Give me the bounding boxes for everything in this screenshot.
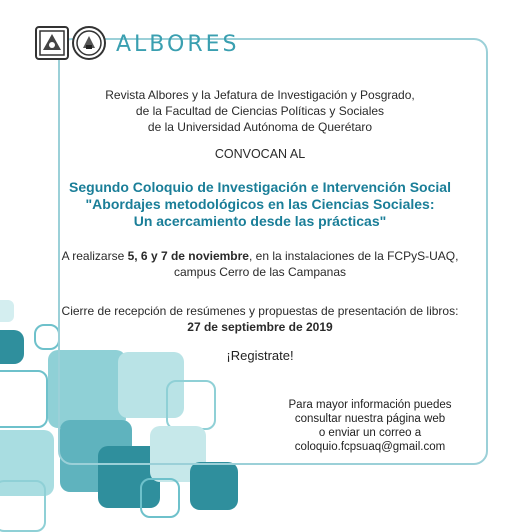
event-title-line: Un acercamiento desde las prácticas": [133, 213, 387, 229]
event-title: [0, 179, 520, 230]
dates-campus: campus Cerro de las Campanas: [173, 265, 347, 279]
info-line: o enviar un correo a: [318, 427, 422, 439]
event-dates: [0, 248, 520, 280]
register-call: ¡Registrate!: [226, 348, 294, 363]
event-title-line: "Abordajes metodológicos en las Ciencias Sociales:: [85, 196, 435, 212]
intro-text: [0, 87, 520, 135]
intro-line: de la Facultad de Ciencias Políticas y Sociales: [135, 104, 385, 118]
convocan-heading: CONVOCAN AL: [214, 147, 306, 161]
event-title-line: Segundo Coloquio de Investigación e Intervención Social: [69, 179, 451, 195]
deadline: [0, 303, 520, 335]
deadline-text: Cierre de recepción de resúmenes y propuestas de presentación de libros:: [61, 304, 459, 318]
dates-bold: 5, 6 y 7 de noviembre: [127, 249, 249, 263]
contact-info: [270, 398, 470, 454]
info-line: consultar nuestra página web: [294, 413, 446, 425]
deadline-date: 27 de septiembre de 2019: [187, 320, 333, 334]
dates-suffix: , en la instalaciones de la FCPyS-UAQ,: [248, 249, 459, 263]
info-line: Para mayor información puedes: [288, 399, 452, 411]
brand-wordmark: ALBORES: [116, 32, 240, 57]
contact-email[interactable]: coloquio.fcpsuaq@gmail.com: [294, 441, 446, 453]
intro-line: de la Universidad Autónoma de Querétaro: [147, 120, 373, 134]
university-logo: [35, 26, 69, 60]
intro-line: Revista Albores y la Jefatura de Investigación y Posgrado,: [105, 88, 415, 102]
faculty-seal-logo: [72, 26, 106, 60]
dates-prefix: A realizarse: [61, 249, 128, 263]
